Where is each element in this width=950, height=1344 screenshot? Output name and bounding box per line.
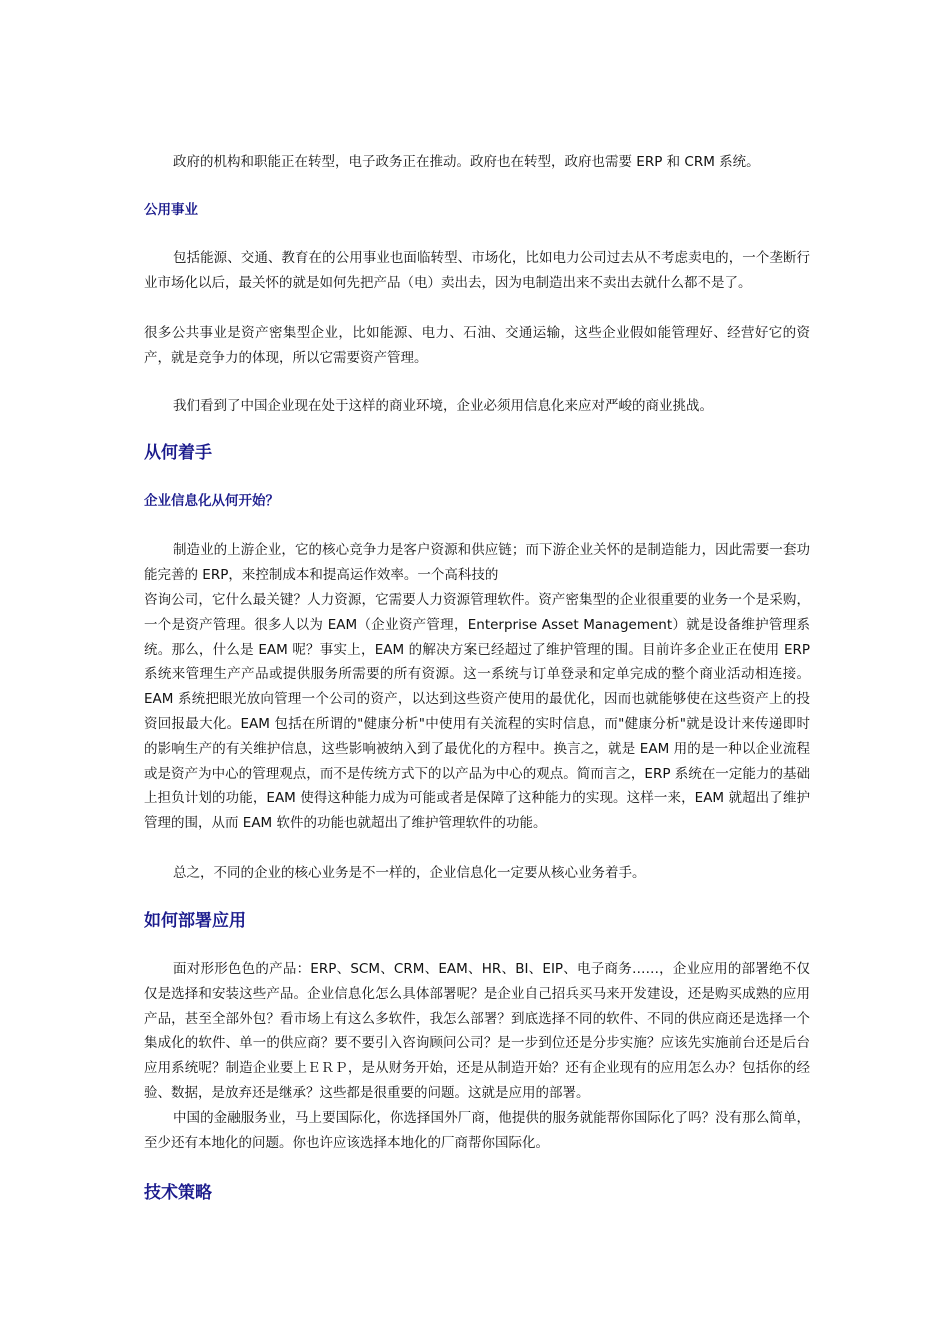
heading-technology-strategy: 技术策略 [144, 1183, 212, 1203]
paragraph-core-business-3: 总之，不同的企业的核心业务是不一样的，企业信息化一定要从核心业务着手。 [173, 865, 646, 881]
paragraph-deployment-2: 中国的金融服务业，马上要国际化，你选择国外厂商，他提供的服务就能帮你国际化了吗？没有那么简单，至少还有本地化的问题。你也许应该选择本地化的厂商帮你国际化。 [144, 1110, 810, 1151]
heading-where-to-start: 从何着手 [144, 443, 212, 463]
paragraph-core-business-2: 咨询公司，它什么最关键？人力资源，它需要人力资源管理软件。资产密集型的企业很重要的业务一个是采购，一个是资产管理。很多人以为 EAM（企业资产管理，Enterprise Asset Management）就是设备维护管理系统。那么，什么是 EAM 呢？事实上，EAM 的解决方案已经超过了维护管理的围。目前许多企业正在使用 ERP 系统来管理生产产品或提供服务所需要的所有资源。这一系统与订单登录和定单完成的整个商业活动相连接。EAM 系统把眼光放向管理一个公司的资产，以达到这些资产使用的最优化，因而也就能够使在这些资产上的投资回报最大化。EAM 包括在所谓的"健康分析"中使用有关流程的实时信息，而"健康分析"就是设计来传递即时的影响生产的有关维护信息，这些影响被纳入到了最优化的方程中。换言之，就是 EAM 用的是一种以企业流程或是资产为中心的管理观点，而不是传统方式下的以产品为中心的观点。简而言之，ERP 系统在一定能力的基础上担负计划的功能，EAM 使得这种能力成为可能或者是保障了这种能力的实现。这样一来，EAM 就超出了维护管理的围，从而 EAM 软件的功能也就超出了维护管理软件的功能。 [144, 592, 810, 832]
paragraph-deployment-1: 面对形形色色的产品：ERP、SCM、CRM、EAM、HR、BI、EIP、电子商务……，企业应用的部署绝不仅仅是选择和安装这些产品。企业信息化怎么具体部署呢？是企业自己招兵买马来开发建设，还是购买成熟的应用产品，甚至全部外包？看市场上有这么多软件，我怎么部署？到底选择不同的软件、不同的供应商还是选择一个集成化的软件、单一的供应商？要不要引入咨询顾问公司？是一步到位还是分步实施？应该先实施前台还是后台应用系统呢？制造企业要上ＥＲＰ，是从财务开始，还是从制造开始？还有企业现有的应用怎么办？包括你的经验、数据，是放弃还是继承？这些都是很重要的问题。这就是应用的部署。 [144, 961, 810, 1101]
subheading-where-to-start: 企业信息化从何开始？ [144, 493, 279, 509]
paragraph-government: 政府的机构和职能正在转型，电子政务正在推动。政府也在转型，政府也需要 ERP 和 CRM 系统。 [173, 154, 760, 170]
paragraph-public-utilities-1: 包括能源、交通、教育在的公用事业也面临转型、市场化，比如电力公司过去从不考虑卖电的，一个垄断行业市场化以后，最关怀的就是如何先把产品（电）卖出去，因为电制造出来不卖出去就什么都不是了。 [144, 250, 810, 291]
heading-how-to-deploy: 如何部署应用 [144, 911, 246, 931]
heading-public-utilities: 公用事业 [144, 202, 198, 218]
paragraph-core-business-1: 制造业的上游企业，它的核心竞争力是客户资源和供应链；而下游企业关怀的是制造能力，因此需要一套功能完善的 ERP，来控制成本和提高运作效率。一个高科技的 [144, 542, 810, 583]
paragraph-public-utilities-2: 很多公共事业是资产密集型企业，比如能源、电力、石油、交通运输，这些企业假如能管理好、经营好它的资产，就是竞争力的体现，所以它需要资产管理。 [144, 325, 810, 366]
paragraph-business-environment: 我们看到了中国企业现在处于这样的商业环境，企业必须用信息化来应对严峻的商业挑战。 [173, 398, 713, 414]
